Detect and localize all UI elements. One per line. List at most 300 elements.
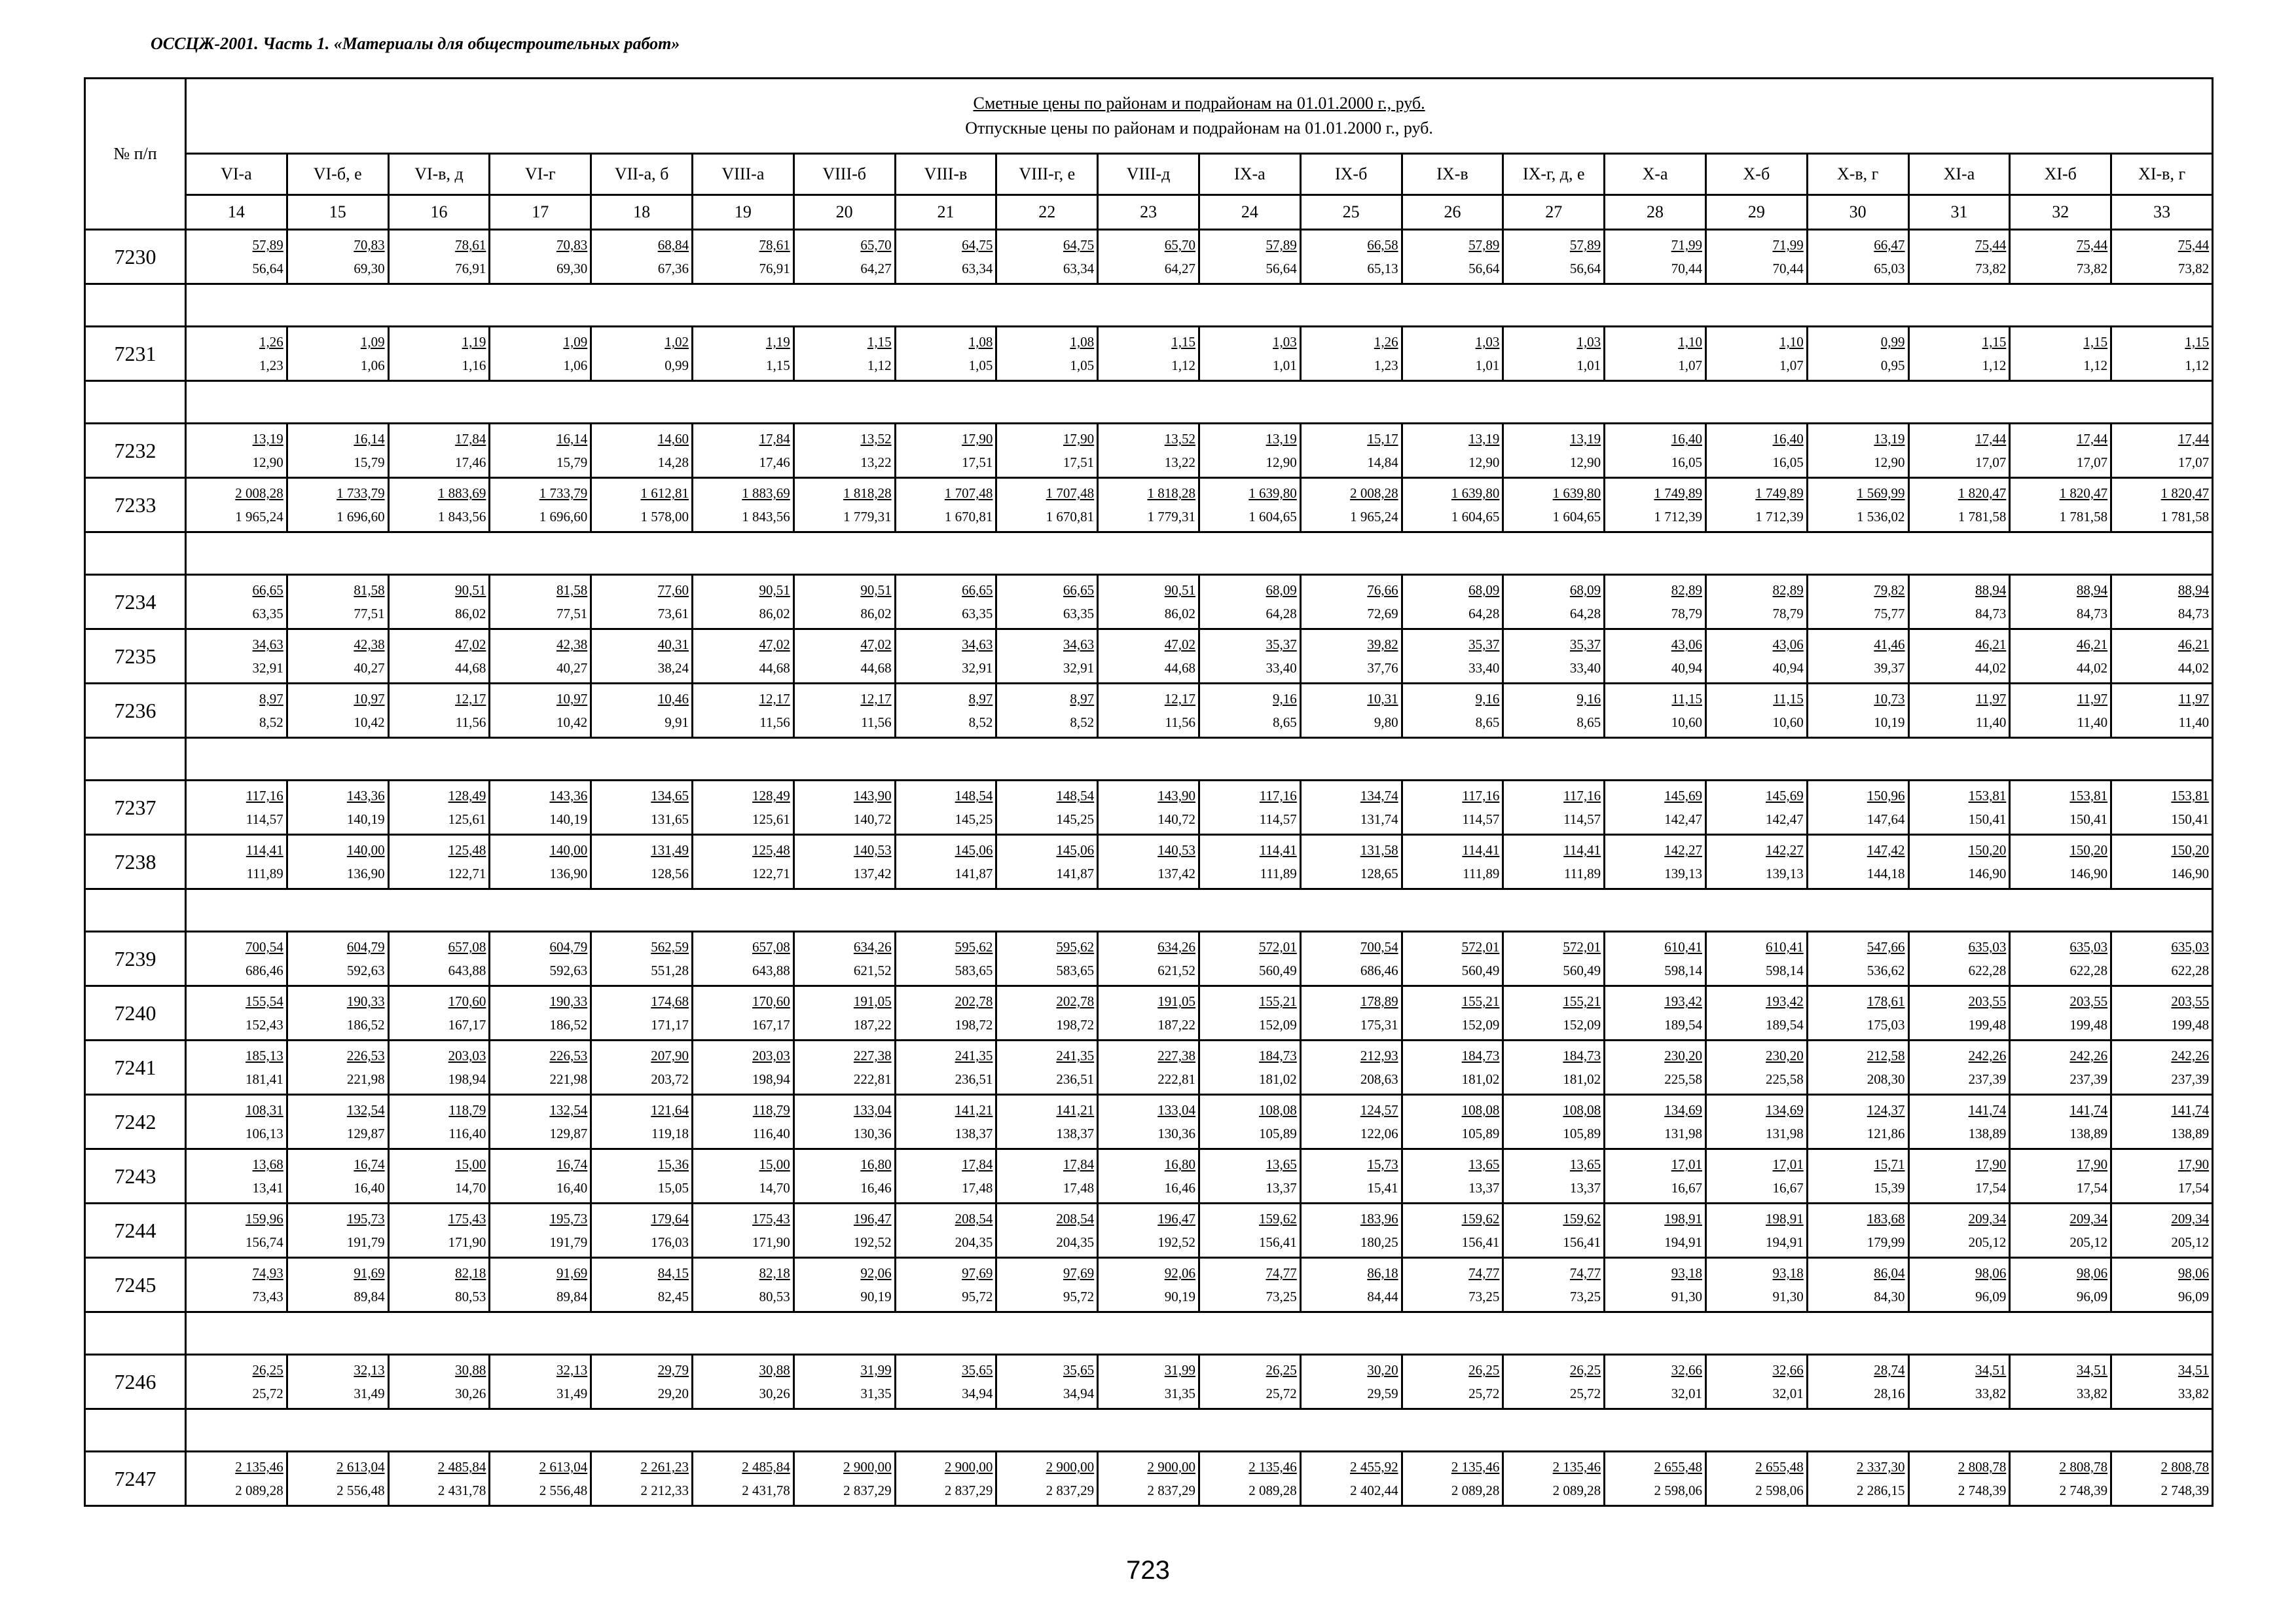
row-number: 7231 <box>85 327 186 381</box>
release-price: 205,12 <box>2171 1234 2210 1250</box>
price-cell <box>490 781 591 835</box>
release-price: 221,98 <box>549 1071 588 1087</box>
price-cell <box>287 629 388 684</box>
release-price: 1 781,58 <box>2160 509 2210 525</box>
estimate-price: 88,94 <box>2076 582 2108 598</box>
estimate-price: 16,40 <box>1772 431 1804 447</box>
release-price: 1 696,60 <box>337 509 385 525</box>
estimate-price: 64,75 <box>962 237 993 253</box>
release-price: 2 286,15 <box>1857 1483 1905 1498</box>
estimate-price: 47,02 <box>455 637 486 652</box>
estimate-price: 1,09 <box>360 334 385 350</box>
release-price: 14,70 <box>759 1180 790 1196</box>
estimate-price: 12,17 <box>455 691 486 707</box>
price-cell <box>996 684 1098 738</box>
estimate-price: 212,93 <box>1360 1048 1398 1063</box>
table-title <box>186 79 2213 154</box>
estimate-price: 90,51 <box>1164 582 1195 598</box>
release-price: 142,47 <box>1766 811 1804 827</box>
price-cell <box>591 986 693 1041</box>
estimate-price: 65,70 <box>860 237 892 253</box>
estimate-price: 203,03 <box>448 1048 486 1063</box>
estimate-price: 143,36 <box>346 788 385 803</box>
release-price: 180,25 <box>1360 1234 1398 1250</box>
estimate-price: 2 900,00 <box>1046 1459 1095 1475</box>
table-row <box>85 327 2213 381</box>
estimate-price: 15,36 <box>657 1156 689 1172</box>
estimate-price: 143,90 <box>1157 788 1195 803</box>
price-cell <box>2010 629 2111 684</box>
price-cell <box>2010 230 2111 284</box>
price-cell <box>1705 327 1807 381</box>
estimate-price: 47,02 <box>759 637 790 652</box>
release-price: 131,65 <box>651 811 689 827</box>
estimate-price: 184,73 <box>1461 1048 1500 1063</box>
price-cell <box>2111 1452 2213 1506</box>
spacer-cell <box>85 738 186 781</box>
release-price: 31,35 <box>1164 1386 1195 1401</box>
release-price: 192,52 <box>1157 1234 1195 1250</box>
region-header: X-а <box>1605 154 1706 195</box>
estimate-price: 226,53 <box>549 1048 588 1063</box>
estimate-price: 57,89 <box>252 237 283 253</box>
price-cell <box>1503 424 1605 478</box>
estimate-price: 13,19 <box>1874 431 1905 447</box>
estimate-price: 141,74 <box>1968 1102 2007 1118</box>
release-prices-title: Отпускные цены по районам и подрайонам на 01.01.2000 г., руб. <box>965 119 1433 138</box>
price-cell <box>1199 684 1300 738</box>
price-cell <box>1605 629 1706 684</box>
estimate-price: 26,25 <box>252 1362 283 1378</box>
release-price: 181,41 <box>246 1071 283 1087</box>
release-price: 116,40 <box>448 1126 486 1141</box>
price-cell <box>1098 1452 1199 1506</box>
estimate-price: 42,38 <box>354 637 385 652</box>
release-price: 73,25 <box>1569 1289 1601 1304</box>
price-cell <box>186 1095 287 1149</box>
price-cell <box>895 1355 996 1409</box>
price-cell <box>793 835 895 889</box>
release-price: 1,15 <box>766 358 790 373</box>
release-price: 191,79 <box>346 1234 385 1250</box>
estimate-price: 81,58 <box>556 582 588 598</box>
estimate-price: 13,52 <box>860 431 892 447</box>
price-cell <box>591 424 693 478</box>
price-cell <box>1098 629 1199 684</box>
price-cell <box>287 986 388 1041</box>
spacer-cell <box>85 284 186 327</box>
estimate-price: 1,03 <box>1273 334 1297 350</box>
release-price: 69,30 <box>556 261 588 276</box>
estimate-price: 203,55 <box>1968 993 2007 1009</box>
price-cell <box>287 1095 388 1149</box>
price-cell <box>1908 575 2010 629</box>
column-index: 17 <box>490 195 591 230</box>
release-price: 130,36 <box>1157 1126 1195 1141</box>
price-cell <box>2010 781 2111 835</box>
estimate-price: 208,54 <box>1056 1211 1095 1227</box>
price-cell <box>793 575 895 629</box>
release-price: 130,36 <box>853 1126 892 1141</box>
estimate-price: 57,89 <box>1266 237 1297 253</box>
release-price: 237,39 <box>2171 1071 2210 1087</box>
release-price: 34,94 <box>962 1386 993 1401</box>
release-price: 175,03 <box>1867 1017 1905 1033</box>
release-price: 73,82 <box>2178 261 2210 276</box>
estimate-price: 153,81 <box>2171 788 2210 803</box>
release-price: 17,54 <box>2178 1180 2210 1196</box>
estimate-price: 98,06 <box>2076 1265 2108 1281</box>
column-index-row <box>85 195 2213 230</box>
release-price: 14,70 <box>455 1180 486 1196</box>
estimate-price: 2 455,92 <box>1350 1459 1398 1475</box>
estimate-price: 11,97 <box>2077 691 2108 707</box>
estimate-price: 227,38 <box>1157 1048 1195 1063</box>
release-price: 150,41 <box>2069 811 2108 827</box>
release-price: 171,17 <box>651 1017 689 1033</box>
estimate-price: 75,44 <box>2076 237 2108 253</box>
price-cell <box>2111 1258 2213 1312</box>
release-price: 592,63 <box>549 963 588 978</box>
price-cell <box>2111 575 2213 629</box>
release-price: 2 748,39 <box>2059 1483 2108 1498</box>
release-price: 33,82 <box>1975 1386 2007 1401</box>
spacer-cell <box>85 889 186 932</box>
estimate-price: 198,91 <box>1766 1211 1804 1227</box>
price-cell <box>287 575 388 629</box>
price-cell <box>1300 986 1402 1041</box>
price-cell <box>996 932 1098 986</box>
price-cell <box>1402 1452 1503 1506</box>
column-index: 16 <box>388 195 490 230</box>
release-price: 15,79 <box>556 454 588 470</box>
price-cell <box>1402 1204 1503 1258</box>
estimate-price: 175,43 <box>752 1211 790 1227</box>
price-cell <box>490 986 591 1041</box>
estimate-price: 13,19 <box>252 431 283 447</box>
release-price: 33,40 <box>1266 660 1297 676</box>
price-cell <box>996 1041 1098 1095</box>
estimate-price: 66,47 <box>1874 237 1905 253</box>
price-cell <box>287 1258 388 1312</box>
release-price: 225,58 <box>1766 1071 1804 1087</box>
estimate-price: 2 655,48 <box>1755 1459 1804 1475</box>
release-price: 63,35 <box>1063 606 1095 621</box>
price-cell <box>793 1355 895 1409</box>
release-price: 29,59 <box>1367 1386 1398 1401</box>
release-price: 1 965,24 <box>235 509 283 525</box>
price-cell <box>1807 1204 1908 1258</box>
release-price: 1 843,56 <box>742 509 790 525</box>
estimate-price: 132,54 <box>346 1102 385 1118</box>
estimate-price: 133,04 <box>1157 1102 1195 1118</box>
estimate-price: 10,97 <box>556 691 588 707</box>
price-cell <box>1908 781 2010 835</box>
release-price: 65,03 <box>1874 261 1905 276</box>
estimate-price: 1 818,28 <box>843 485 892 501</box>
estimate-price: 34,51 <box>2076 1362 2108 1378</box>
price-cell <box>1199 1355 1300 1409</box>
estimate-price: 141,74 <box>2069 1102 2108 1118</box>
price-cell <box>186 424 287 478</box>
price-cell <box>1807 629 1908 684</box>
column-index: 24 <box>1199 195 1300 230</box>
price-cell <box>1503 1355 1605 1409</box>
price-cell <box>186 932 287 986</box>
estimate-price: 13,19 <box>1468 431 1500 447</box>
release-price: 77,51 <box>556 606 588 621</box>
release-price: 17,51 <box>962 454 993 470</box>
price-cell <box>793 1258 895 1312</box>
release-price: 176,03 <box>651 1234 689 1250</box>
estimate-price: 572,01 <box>1461 939 1500 955</box>
release-price: 131,98 <box>1766 1126 1804 1141</box>
release-price: 17,48 <box>962 1180 993 1196</box>
table-row <box>85 1149 2213 1204</box>
release-price: 1 781,58 <box>2059 509 2108 525</box>
release-price: 40,27 <box>556 660 588 676</box>
estimate-price: 170,60 <box>752 993 790 1009</box>
row-number: 7234 <box>85 575 186 629</box>
price-cell <box>1199 327 1300 381</box>
estimate-price: 145,69 <box>1766 788 1804 803</box>
price-cell <box>1705 1041 1807 1095</box>
estimate-price: 174,68 <box>651 993 689 1009</box>
estimate-price: 15,73 <box>1367 1156 1398 1172</box>
estimate-price: 143,90 <box>853 788 892 803</box>
release-price: 2 837,29 <box>944 1483 993 1498</box>
estimate-price: 147,42 <box>1867 842 1905 858</box>
estimate-price: 131,58 <box>1360 842 1398 858</box>
estimate-price: 16,80 <box>860 1156 892 1172</box>
price-cell <box>692 781 793 835</box>
estimate-price: 114,41 <box>1563 842 1601 858</box>
spacer-cell <box>186 284 2213 327</box>
release-price: 16,46 <box>1164 1180 1195 1196</box>
price-cell <box>692 1452 793 1506</box>
estimate-price: 2 261,23 <box>640 1459 689 1475</box>
release-price: 129,87 <box>549 1126 588 1141</box>
estimate-price: 17,84 <box>455 431 486 447</box>
spacer-row <box>85 1409 2213 1452</box>
price-cell <box>793 230 895 284</box>
price-cell <box>692 1355 793 1409</box>
estimate-price: 1,09 <box>563 334 588 350</box>
release-price: 12,90 <box>1874 454 1905 470</box>
estimate-price: 98,06 <box>1975 1265 2007 1281</box>
estimate-price: 2 900,00 <box>944 1459 993 1475</box>
price-cell <box>895 1095 996 1149</box>
price-cell <box>1807 575 1908 629</box>
estimate-price: 209,34 <box>2171 1211 2210 1227</box>
estimate-price: 185,13 <box>246 1048 283 1063</box>
estimate-price: 68,09 <box>1569 582 1601 598</box>
price-cell <box>591 932 693 986</box>
estimate-price: 159,62 <box>1563 1211 1601 1227</box>
release-price: 2 748,39 <box>2160 1483 2210 1498</box>
price-cell <box>388 575 490 629</box>
price-cell <box>388 1041 490 1095</box>
price-cell <box>388 478 490 532</box>
estimate-price: 88,94 <box>2178 582 2210 598</box>
estimate-price: 150,20 <box>2171 842 2210 858</box>
release-price: 152,43 <box>246 1017 283 1033</box>
price-cell <box>1402 932 1503 986</box>
release-price: 128,56 <box>651 866 689 881</box>
price-cell <box>895 1452 996 1506</box>
estimate-price: 241,35 <box>1056 1048 1095 1063</box>
estimate-price: 1,26 <box>1374 334 1398 350</box>
price-cell <box>1705 230 1807 284</box>
page-number: 723 <box>1126 1556 1170 1585</box>
estimate-price: 178,61 <box>1867 993 1905 1009</box>
estimate-price: 30,88 <box>759 1362 790 1378</box>
estimate-price: 150,20 <box>1968 842 2007 858</box>
release-price: 33,40 <box>1468 660 1500 676</box>
release-price: 64,27 <box>860 261 892 276</box>
price-cell <box>490 1452 591 1506</box>
price-cell <box>186 629 287 684</box>
price-cell <box>1199 1149 1300 1204</box>
price-cell <box>996 1355 1098 1409</box>
release-price: 32,01 <box>1671 1386 1702 1401</box>
estimate-price: 153,81 <box>2069 788 2108 803</box>
estimate-price: 203,55 <box>2171 993 2210 1009</box>
price-cell <box>1807 835 1908 889</box>
release-price: 181,02 <box>1461 1071 1500 1087</box>
price-cell <box>1807 478 1908 532</box>
price-cell <box>1605 835 1706 889</box>
release-price: 16,67 <box>1671 1180 1702 1196</box>
price-cell <box>996 835 1098 889</box>
price-cell <box>1908 835 2010 889</box>
release-price: 1 779,31 <box>843 509 892 525</box>
estimate-price: 1,15 <box>2185 334 2210 350</box>
column-index: 15 <box>287 195 388 230</box>
estimate-price: 26,25 <box>1266 1362 1297 1378</box>
release-price: 179,99 <box>1867 1234 1905 1250</box>
release-price: 0,99 <box>665 358 689 373</box>
estimate-price: 17,01 <box>1772 1156 1804 1172</box>
price-cell <box>287 478 388 532</box>
release-price: 84,44 <box>1367 1289 1398 1304</box>
estimate-price: 635,03 <box>2069 939 2108 955</box>
estimate-price: 32,13 <box>556 1362 588 1378</box>
release-price: 33,82 <box>2076 1386 2108 1401</box>
price-cell <box>1402 575 1503 629</box>
estimate-price: 193,42 <box>1664 993 1702 1009</box>
price-cell <box>1199 781 1300 835</box>
price-cell <box>1199 1095 1300 1149</box>
release-price: 40,94 <box>1772 660 1804 676</box>
price-cell <box>1199 629 1300 684</box>
price-cell <box>1402 1149 1503 1204</box>
release-price: 17,46 <box>455 454 486 470</box>
estimate-price: 125,48 <box>448 842 486 858</box>
estimate-price: 46,21 <box>2076 637 2108 652</box>
estimate-price: 1,19 <box>462 334 486 350</box>
estimate-price: 92,06 <box>860 1265 892 1281</box>
price-cell <box>2111 424 2213 478</box>
price-cell <box>996 986 1098 1041</box>
estimate-price: 13,19 <box>1569 431 1601 447</box>
row-number: 7236 <box>85 684 186 738</box>
row-number: 7244 <box>85 1204 186 1258</box>
estimate-price: 1,15 <box>2083 334 2108 350</box>
price-cell <box>1402 424 1503 478</box>
estimate-price: 75,44 <box>2178 237 2210 253</box>
release-price: 73,43 <box>252 1289 283 1304</box>
release-price: 114,57 <box>1462 811 1500 827</box>
price-cell <box>1705 986 1807 1041</box>
region-header: VIII-б <box>793 154 895 195</box>
release-price: 96,09 <box>2178 1289 2210 1304</box>
estimate-price: 159,96 <box>246 1211 283 1227</box>
table-row <box>85 781 2213 835</box>
row-number-header: № п/п <box>85 79 186 230</box>
release-price: 73,25 <box>1266 1289 1297 1304</box>
price-cell <box>692 424 793 478</box>
column-index: 30 <box>1807 195 1908 230</box>
release-price: 90,19 <box>1164 1289 1195 1304</box>
release-price: 111,89 <box>1463 866 1500 881</box>
spacer-row <box>85 1312 2213 1355</box>
estimate-price: 35,37 <box>1569 637 1601 652</box>
estimate-price: 1,10 <box>1678 334 1702 350</box>
price-cell <box>793 478 895 532</box>
release-price: 73,61 <box>657 606 689 621</box>
release-price: 8,65 <box>1273 714 1297 730</box>
release-price: 8,52 <box>968 714 993 730</box>
estimate-price: 17,90 <box>2178 1156 2210 1172</box>
price-cell <box>2010 1149 2111 1204</box>
price-cell <box>1807 230 1908 284</box>
row-number: 7243 <box>85 1149 186 1204</box>
release-price: 139,13 <box>1664 866 1702 881</box>
price-cell <box>692 327 793 381</box>
estimate-price: 74,77 <box>1569 1265 1601 1281</box>
price-cell <box>996 478 1098 532</box>
estimate-price: 2 900,00 <box>1147 1459 1195 1475</box>
estimate-price: 9,16 <box>1273 691 1297 707</box>
estimate-price: 12,17 <box>860 691 892 707</box>
release-price: 111,89 <box>246 866 283 881</box>
estimate-price: 68,09 <box>1266 582 1297 598</box>
price-cell <box>287 1452 388 1506</box>
release-price: 156,74 <box>246 1234 283 1250</box>
estimate-price: 124,37 <box>1867 1102 1905 1118</box>
price-cell <box>388 1452 490 1506</box>
estimate-price: 82,89 <box>1772 582 1804 598</box>
estimate-price: 595,62 <box>955 939 993 955</box>
row-number: 7239 <box>85 932 186 986</box>
price-cell <box>287 1355 388 1409</box>
price-cell <box>2010 1258 2111 1312</box>
table-row <box>85 684 2213 738</box>
release-price: 122,06 <box>1360 1126 1398 1141</box>
release-price: 150,41 <box>1968 811 2007 827</box>
estimate-price: 34,63 <box>1063 637 1095 652</box>
price-cell <box>388 986 490 1041</box>
estimate-price: 150,96 <box>1867 788 1905 803</box>
release-price: 1 670,81 <box>1046 509 1095 525</box>
release-price: 236,51 <box>955 1071 993 1087</box>
price-cell <box>1605 1258 1706 1312</box>
estimate-price: 145,06 <box>955 842 993 858</box>
release-price: 136,90 <box>346 866 385 881</box>
price-cell <box>1605 327 1706 381</box>
estimate-price: 8,97 <box>968 691 993 707</box>
